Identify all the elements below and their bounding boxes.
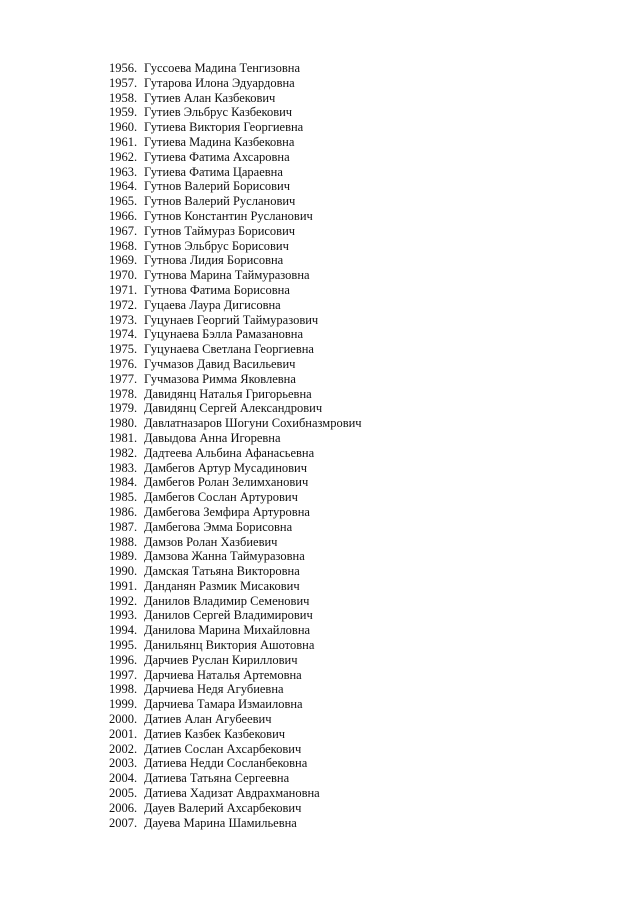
entry-full-name: Данданян Размик Мисакович [144,578,300,593]
entry-number: 2001. [109,726,138,741]
list-item [109,594,362,609]
entry-number: 1957. [109,75,138,90]
entry-number: 2002. [109,741,138,756]
entry-number: 1983. [109,460,138,475]
entry-number: 1966. [109,208,138,223]
entry-full-name: Дамбегов Артур Мусадинович [144,460,308,475]
list-item [109,520,362,535]
entry-number: 1971. [109,282,138,297]
entry-full-name: Дарчиев Руслан Кириллович [144,652,298,667]
entry-full-name: Гутнов Эльбрус Борисович [144,238,289,253]
list-item [109,712,362,727]
entry-full-name: Дамбегова Эмма Борисовна [144,519,293,534]
entry-full-name: Дадтеева Альбина Афанасьевна [144,445,315,460]
list-item [109,268,362,283]
entry-number: 1975. [109,342,138,357]
entry-full-name: Давыдова Анна Игоревна [144,430,281,445]
list-item [109,756,362,771]
entry-full-name: Дауев Валерий Ахсарбекович [144,800,302,815]
entry-number: 1982. [109,445,138,460]
list-item [109,150,362,165]
entry-full-name: Данилов Сергей Владимирович [144,608,313,623]
list-item [109,608,362,623]
entry-number: 1978. [109,386,138,401]
entry-number: 1970. [109,268,138,283]
entry-number: 1967. [109,223,138,238]
list-item [109,727,362,742]
entry-full-name: Гучмазова Римма Яковлевна [144,371,296,386]
list-item [109,682,362,697]
entry-full-name: Дамзов Ролан Хазбиевич [144,534,278,549]
list-item [109,91,362,106]
list-item [109,579,362,594]
list-item [109,342,362,357]
list-item [109,446,362,461]
entry-full-name: Дамзова Жанна Таймуразовна [144,549,305,564]
list-item [109,283,362,298]
list-item [109,401,362,416]
entry-number: 1984. [109,475,138,490]
entry-full-name: Датиева Татьяна Сергеевна [144,771,290,786]
list-item [109,490,362,505]
entry-number: 1985. [109,490,138,505]
entry-number: 1969. [109,253,138,268]
entry-full-name: Гутнова Марина Таймуразовна [144,268,310,283]
entry-number: 1990. [109,564,138,579]
list-item [109,742,362,757]
list-item [109,416,362,431]
list-item [109,564,362,579]
list-item [109,253,362,268]
entry-full-name: Гуцунаев Георгий Таймуразович [144,312,319,327]
entry-full-name: Гучмазов Давид Васильевич [144,356,296,371]
entry-number: 1974. [109,327,138,342]
entry-number: 1968. [109,238,138,253]
entry-full-name: Дарчиева Недя Агубиевна [144,682,284,697]
entry-number: 1977. [109,371,138,386]
list-item [109,313,362,328]
entry-full-name: Гутнова Фатима Борисовна [144,282,290,297]
entry-full-name: Гуцунаева Светлана Георгиевна [144,342,314,357]
entry-full-name: Гутнова Лидия Борисовна [144,253,284,268]
entry-full-name: Дарчиева Тамара Измаиловна [144,697,303,712]
entry-full-name: Данилов Владимир Семенович [144,593,310,608]
list-item [109,816,362,831]
entry-full-name: Гутиева Фатима Ахсаровна [144,149,290,164]
entry-number: 1997. [109,667,138,682]
list-item [109,387,362,402]
entry-full-name: Гуцунаева Бэлла Рамазановна [144,327,304,342]
list-item [109,505,362,520]
entry-full-name: Гутнов Константин Русланович [144,208,313,223]
list-item [109,76,362,91]
list-item [109,697,362,712]
list-item [109,135,362,150]
entry-number: 1960. [109,120,138,135]
entry-number: 1959. [109,105,138,120]
list-item [109,461,362,476]
entry-full-name: Дамбегов Ролан Зелимханович [144,475,309,490]
entry-full-name: Гутиев Алан Казбекович [144,90,276,105]
list-item [109,209,362,224]
entry-number: 1961. [109,134,138,149]
list-item [109,357,362,372]
entry-number: 2006. [109,800,138,815]
entry-full-name: Данилова Марина Михайловна [144,623,311,638]
entry-full-name: Дамбегов Сослан Артурович [144,490,298,505]
entry-number: 1962. [109,149,138,164]
entry-full-name: Гутнов Валерий Русланович [144,194,296,209]
list-item [109,372,362,387]
entry-full-name: Гутиева Мадина Казбековна [144,134,295,149]
entry-full-name: Дарчиева Наталья Артемовна [144,667,302,682]
entry-number: 1964. [109,179,138,194]
entry-full-name: Гутиева Виктория Георгиевна [144,120,304,135]
entry-full-name: Гутиев Эльбрус Казбекович [144,105,293,120]
list-item [109,327,362,342]
name-list [109,61,362,830]
list-item [109,638,362,653]
entry-number: 1972. [109,297,138,312]
entry-number: 1986. [109,504,138,519]
entry-full-name: Дауева Марина Шамильевна [144,815,297,830]
entry-number: 1992. [109,593,138,608]
entry-number: 2007. [109,815,138,830]
entry-number: 1981. [109,430,138,445]
entry-full-name: Давлатназаров Шогуни Сохибназмрович [144,416,362,431]
entry-full-name: Датиева Недди Сосланбековна [144,756,308,771]
entry-number: 1993. [109,608,138,623]
list-item [109,475,362,490]
entry-number: 1999. [109,697,138,712]
list-item [109,105,362,120]
entry-number: 2005. [109,786,138,801]
entry-full-name: Датиев Казбек Казбекович [144,726,286,741]
entry-number: 1998. [109,682,138,697]
entry-number: 1979. [109,401,138,416]
entry-full-name: Гутарова Илона Эдуардовна [144,75,295,90]
entry-full-name: Давидянц Наталья Григорьевна [144,386,312,401]
entry-number: 1987. [109,519,138,534]
entry-number: 1994. [109,623,138,638]
entry-full-name: Гутиева Фатима Цараевна [144,164,283,179]
entry-number: 1965. [109,194,138,209]
list-item [109,801,362,816]
list-item [109,239,362,254]
entry-number: 1956. [109,61,138,75]
entry-number: 1989. [109,549,138,564]
list-item [109,194,362,209]
entry-number: 1996. [109,652,138,667]
entry-full-name: Данильянц Виктория Ашотовна [144,638,315,653]
list-item [109,668,362,683]
entry-number: 1995. [109,638,138,653]
entry-full-name: Давидянц Сергей Александрович [144,401,323,416]
entry-number: 1991. [109,578,138,593]
entry-full-name: Дамская Татьяна Викторовна [144,564,300,579]
entry-number: 2004. [109,771,138,786]
entry-number: 2003. [109,756,138,771]
entry-full-name: Дамбегова Земфира Артуровна [144,504,310,519]
entry-full-name: Датиева Хадизат Авдрахмановна [144,786,320,801]
entry-full-name: Датиев Алан Агубеевич [144,712,272,727]
list-item [109,298,362,313]
entry-number: 1958. [109,90,138,105]
list-item [109,61,362,76]
list-item [109,431,362,446]
list-item [109,653,362,668]
entry-full-name: Гутнов Валерий Борисович [144,179,291,194]
list-item [109,786,362,801]
entry-full-name: Гуцаева Лаура Дигисовна [144,297,281,312]
entry-number: 1963. [109,164,138,179]
entry-number: 1976. [109,356,138,371]
entry-number: 1988. [109,534,138,549]
list-item [109,549,362,564]
list-item [109,165,362,180]
list-item [109,120,362,135]
list-item [109,224,362,239]
entry-number: 2000. [109,712,138,727]
list-item [109,179,362,194]
entry-number: 1980. [109,416,138,431]
list-item [109,771,362,786]
entry-full-name: Датиев Сослан Ахсарбекович [144,741,302,756]
list-item [109,535,362,550]
entry-full-name: Гуссоева Мадина Тенгизовна [144,61,300,75]
entry-number: 1973. [109,312,138,327]
entry-full-name: Гутнов Таймураз Борисович [144,223,296,238]
list-item [109,623,362,638]
